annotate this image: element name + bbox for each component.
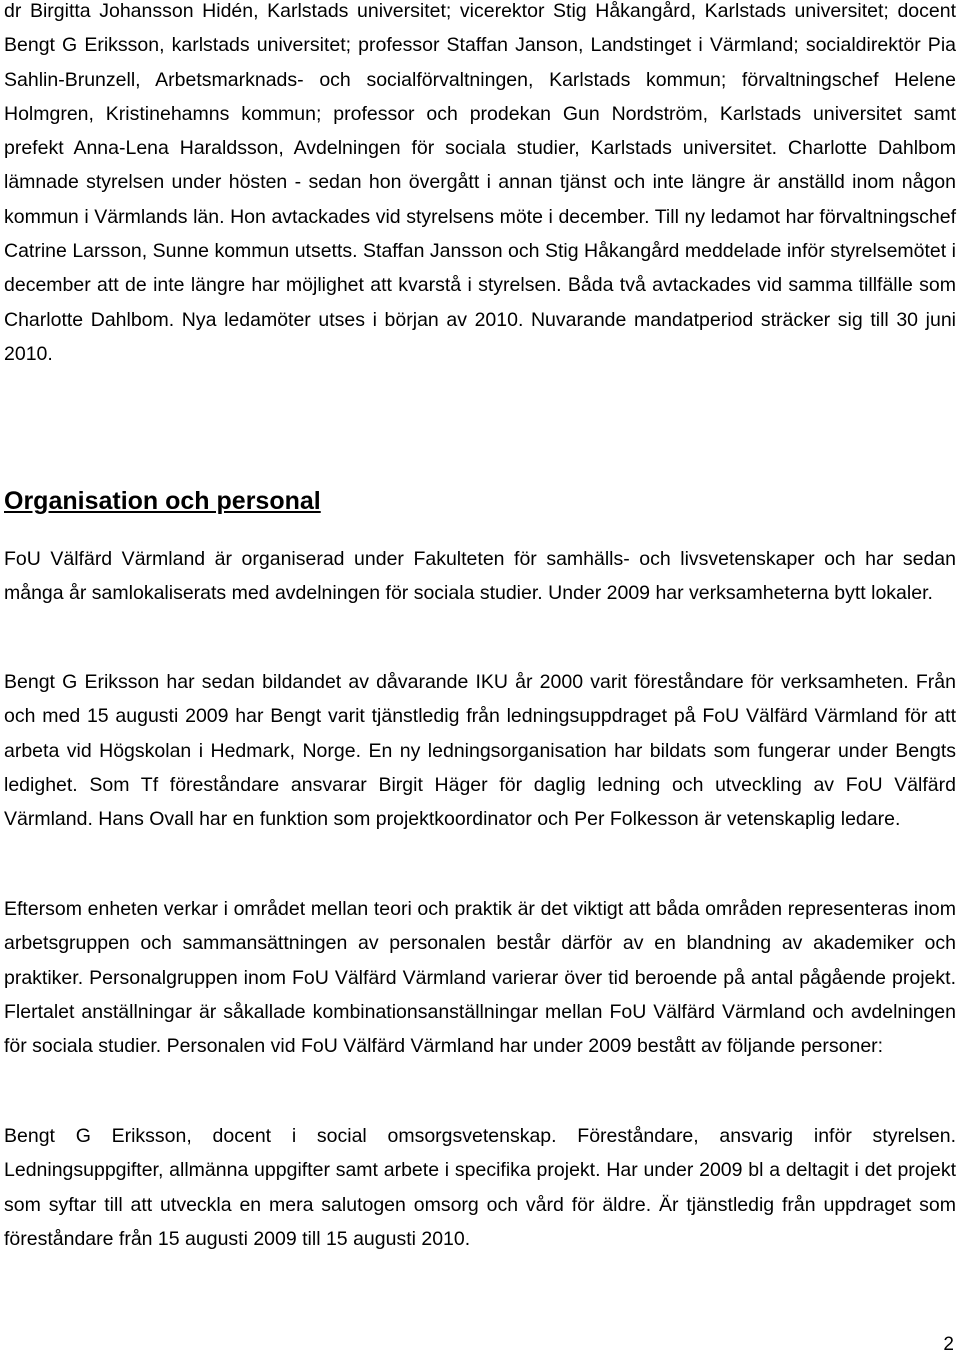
page-number: 2 [943,1334,954,1355]
intro-paragraph: dr Birgitta Johansson Hidén, Karlstads universitet; vicerektor Stig Håkangård, Karlstads universitet; docent Bengt G Eriksson, karlstads universitet; professor Staffan Janson, Landstinget i Värmland; socialdirektör Pia Sahlin-Brunzell, Arbetsmarknads- och socialförvaltningen, Karlstads kommun; förvaltningschef Helene Holmgren, Kristinehamns kommun; professor och prodekan Gun Nordström, Karlstads universitet samt prefekt Anna-Lena Haraldsson, Avdelningen för sociala studier, Karlstads universitet. Charlotte Dahlbom lämnade styrelsen under hösten - sedan hon övergått i annan tjänst och inte längre är anställd inom någon kommun i Värmlands län. Hon avtackades vid styrelsens möte i december. Till ny ledamot har förvaltningschef Catrine Larsson, Sunne kommun utsetts. Staffan Jansson och Stig Håkangård meddelade inför styrelsemötet i december att de inte längre har möjlighet att kvarstå i styrelsen. Båda två avtackades vid samma tillfälle som Charlotte Dahlbom. Nya ledamöter utses i början av 2010. Nuvarande mandatperiod sträcker sig till 30 juni 2010. [4,0,956,365]
paragraph-organisation: FoU Välfärd Värmland är organiserad under Fakulteten för samhälls- och livsvetenskaper och har sedan många år samlokaliserats med avdelningen för sociala studier. Under 2009 har verksamheterna bytt lokaler. [4,548,956,605]
section-heading: Organisation och personal [4,487,321,515]
paragraph-staff: Eftersom enheten verkar i området mellan teori och praktik är det viktigt att båda områden representeras inom arbetsgruppen och sammansättningen av personalen består därför av en blandning av akademiker och praktiker. Personalgruppen inom FoU Välfärd Värmland varierar över tid beroende på antal pågående projekt. Flertalet anställningar är såkallade kombinationsanställningar mellan FoU Välfärd Värmland och avdelningen för sociala studier. Personalen vid FoU Välfärd Värmland har under 2009 bestått av följande personer: [4,898,956,1058]
paragraph-bengt-eriksson: Bengt G Eriksson, docent i social omsorgsvetenskap. Föreståndare, ansvarig inför styrelsen. Ledningsuppgifter, allmänna uppgifter samt arbete i specifika projekt. Har under 2009 bl a deltagit i det projekt som syftar till att utveckla en mera salutogen omsorg och vård för äldre. Är tjänstledig från uppdraget som föreståndare från 15 augusti 2009 till 15 augusti 2010. [4,1125,956,1250]
paragraph-leadership: Bengt G Eriksson har sedan bildandet av dåvarande IKU år 2000 varit föreståndare för verksamheten. Från och med 15 augusti 2009 har Bengt varit tjänstledig från ledningsuppdraget på FoU Välfärd Värmland för att arbeta vid Högskolan i Hedmark, Norge. En ny ledningsorganisation har bildats som fungerar under Bengts ledighet. Som Tf föreståndare ansvarar Birgit Häger för daglig ledning och utveckling av FoU Välfärd Värmland. Hans Ovall har en funktion som projektkoordinator och Per Folkesson är vetenskaplig ledare. [4,671,956,831]
